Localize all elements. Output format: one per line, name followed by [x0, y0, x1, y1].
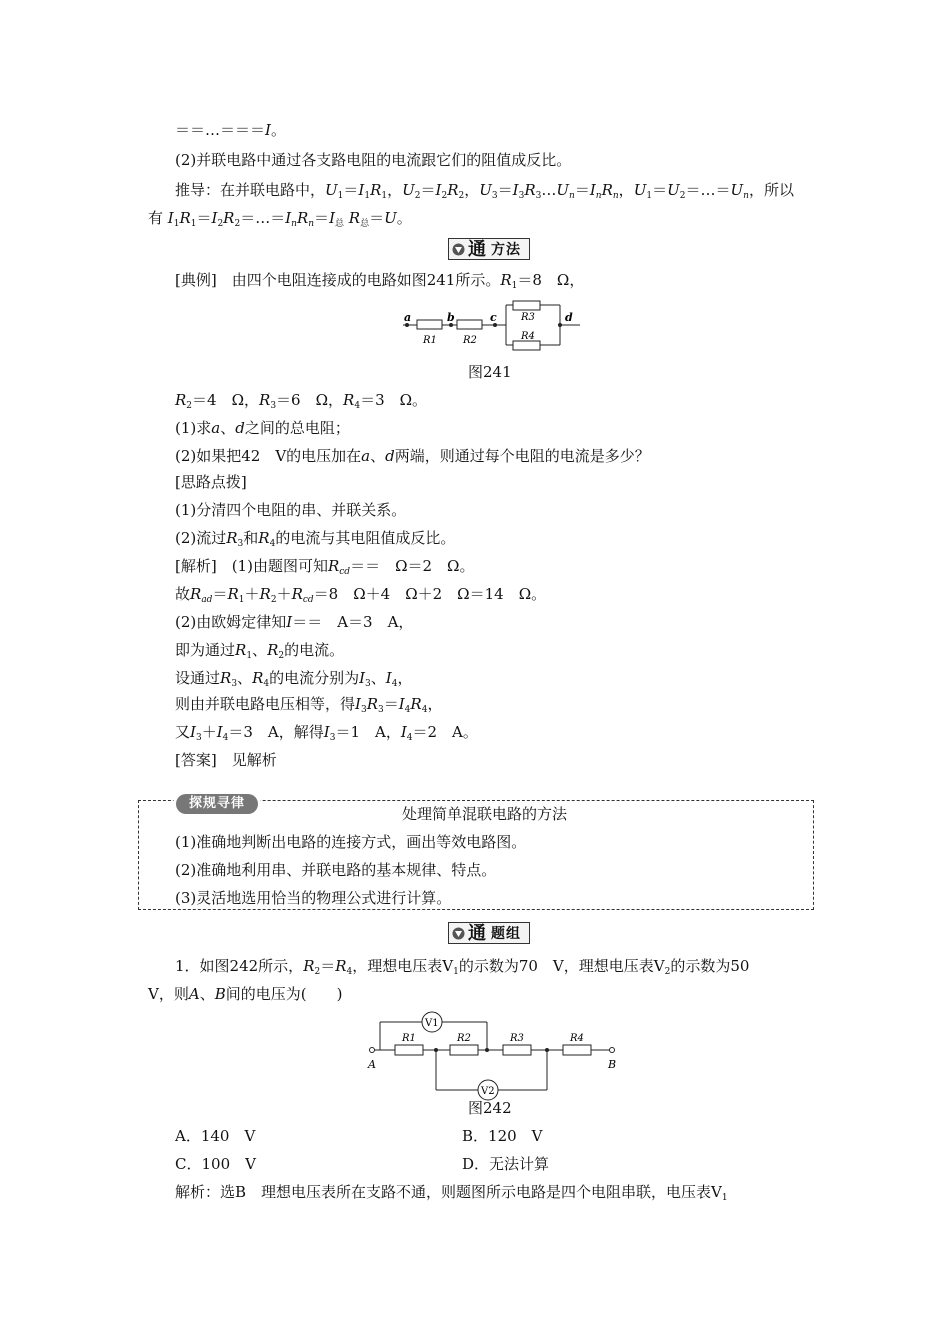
- label-r4: R4: [570, 1033, 584, 1044]
- answer: [答案] 见解析: [175, 751, 277, 769]
- label-r2: R2: [463, 335, 477, 346]
- solution-3: (2)由欧姆定律知I＝＝ A＝3 A，: [175, 613, 414, 631]
- hint-2: (2)流过$R_3$和$R_4$的电流与其电阻值成反比。: [175, 529, 456, 549]
- label-r1: R1: [423, 335, 437, 346]
- solution-2: 故$R_{ad}=R_1+R_2+R_{cd}=8$ Ω＋4 Ω＋2 Ω＝14 Ω。: [175, 585, 547, 605]
- label-r4: R4: [521, 331, 535, 342]
- resistor-r3: [503, 1045, 531, 1055]
- example-intro: [典例] 由四个电阻连接成的电路如图241所示。$R_1=8$ Ω，: [175, 271, 585, 291]
- rule-item-1: (1)准确地判断出电路的连接方式，画出等效电路图。: [175, 833, 527, 851]
- question-1: (1)求a、d之间的总电阻；: [175, 419, 350, 437]
- resistor-r1: [417, 320, 442, 329]
- rule-title: 处理简单混联电路的方法: [402, 805, 568, 823]
- hint-1: (1)分清四个电阻的串、并联关系。: [175, 501, 407, 519]
- figure-241-circuit: [395, 295, 595, 357]
- down-triangle-icon: [452, 927, 465, 940]
- option-d: D．无法计算: [462, 1155, 550, 1173]
- option-b: B．120 V: [462, 1127, 543, 1145]
- resistor-r4: [563, 1045, 591, 1055]
- option-a: A．140 V: [175, 1127, 256, 1145]
- resistor-r4: [513, 341, 540, 350]
- solution-7: 又$I_3+I_4=3$ A，解得$I_3=1$ A，$I_4=2$ A。: [175, 723, 478, 743]
- parallel-rule-text: (2)并联电路中通过各支路电阻的电流跟它们的阻值成反比。: [175, 151, 572, 169]
- group-banner: 通 题组: [448, 922, 530, 944]
- equation-tail: ＝＝…＝＝＝I。: [175, 121, 286, 139]
- derivation-line-2: 有 $I_1R_1=I_2R_2=\dots=I_nR_n=I_总$ $R_总=U$。: [148, 209, 412, 229]
- node-b: b: [447, 311, 455, 324]
- label-v1: V1: [425, 1018, 439, 1029]
- node-d: d: [565, 311, 573, 324]
- label-r1: R1: [402, 1033, 416, 1044]
- rule-item-3: (3)灵活地选用恰当的物理公式进行计算。: [175, 889, 452, 907]
- rule-item-2: (2)准确地利用串、并联电路的基本规律、特点。: [175, 861, 497, 879]
- exercise-stem-2: V，则A、B间的电压为( ): [148, 985, 343, 1003]
- resistor-r1: [395, 1045, 423, 1055]
- down-triangle-icon: [452, 243, 465, 256]
- label-r3: R3: [521, 312, 535, 323]
- solution-6: 则由并联电路电压相等，得$I_3R_3=I_4R_4$，: [175, 695, 443, 715]
- label-v2: V2: [481, 1086, 495, 1097]
- analysis: 解析：选B 理想电压表所在支路不通，则题图所示电路是四个电阻串联，电压表$V_1$: [175, 1183, 728, 1203]
- resistor-r2: [450, 1045, 478, 1055]
- solution-1: [解析] (1)由题图可知$R_{cd}==$ Ω＝2 Ω。: [175, 557, 475, 577]
- node-c: c: [490, 311, 497, 324]
- label-r3: R3: [510, 1033, 524, 1044]
- exercise-stem-1: 1．如图242所示，$R_2=R_4$，理想电压表$V_1$的示数为70 V，理想电压表$V_2$的示数为50: [175, 957, 750, 977]
- solution-5: 设通过$R_3$、$R_4$的电流分别为$I_3$、$I_4$，: [175, 669, 413, 689]
- hint-title: [思路点拨]: [175, 473, 247, 491]
- question-2: (2)如果把42 V的电压加在a、d两端，则通过每个电阻的电流是多少？: [175, 447, 650, 465]
- method-banner: 通 方法: [448, 238, 530, 260]
- node-A: A: [368, 1058, 376, 1071]
- derivation-line-1: 推导：在并联电路中，$U_1=I_1R_1$，$U_2=I_2R_2$，$U_3=I_3R_3\dots U_n=I_nR_n$，$U_1=U_2=\dots=U_n$，所以: [175, 181, 794, 201]
- figure-242-circuit: [360, 1010, 640, 1110]
- figure-242-caption: 图242: [468, 1099, 512, 1117]
- node-B: B: [608, 1058, 617, 1071]
- resistor-r3: [513, 301, 540, 310]
- figure-241-caption: 图241: [468, 363, 512, 381]
- option-c: C．100 V: [175, 1155, 256, 1173]
- resistor-r2: [457, 320, 482, 329]
- node-a: a: [404, 311, 412, 324]
- label-r2: R2: [457, 1033, 471, 1044]
- solution-4: 即为通过$R_1$、$R_2$的电流。: [175, 641, 345, 661]
- example-values: $R_2=4$ Ω，$R_3=6$ Ω，$R_4=3$ Ω。: [175, 391, 428, 411]
- rule-tag: 探规寻律: [176, 794, 258, 814]
